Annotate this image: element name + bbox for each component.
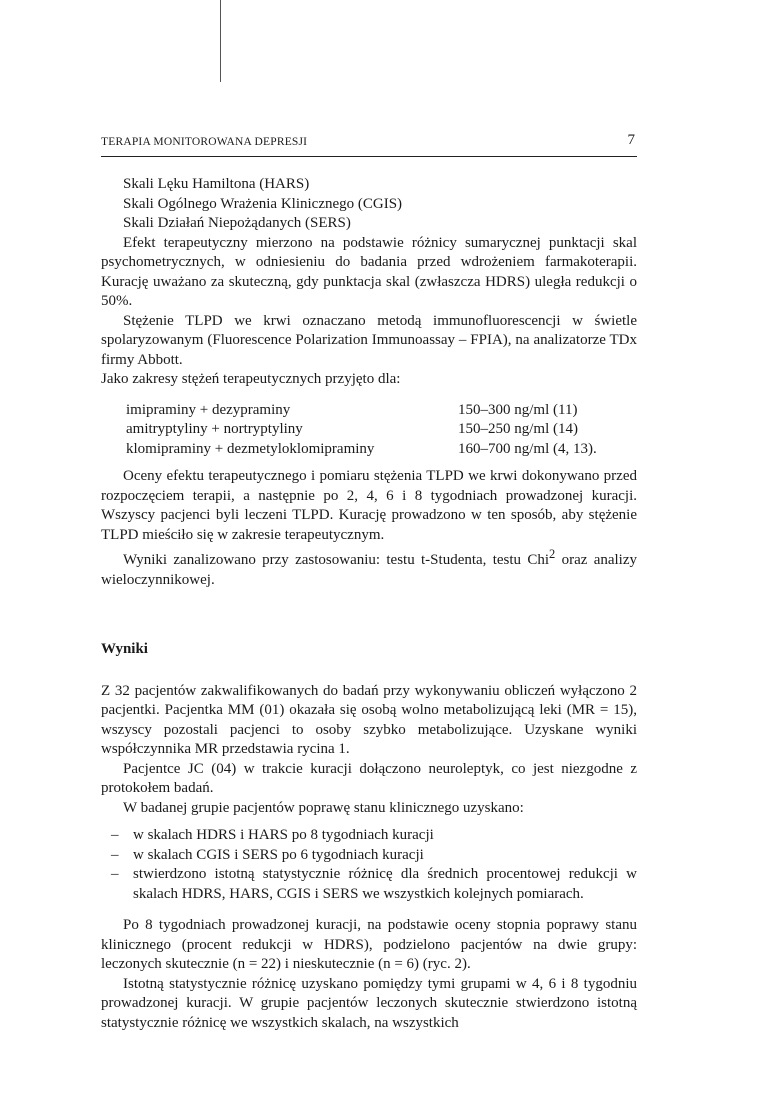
drug-name: klomipraminy + dezmetyloklomipraminy [126,440,375,457]
superscript: 2 [549,547,556,561]
page-body [101,175,637,1033]
running-header [101,134,637,157]
list-item: – w skalach CGIS i SERS po 6 tygodniach kuracji [111,846,424,863]
list-item-text: w skalach HDRS i HARS po 8 tygodniach kuracji [133,827,434,843]
paragraph: Efekt terapeutyczny mierzono na podstawie różnicy sumarycznej punktacji skal psychometrycznych, w odniesieniu do badania przed wdrożeniem farmakoterapii. Kurację uważano za skuteczną, gdy punktacja skal (zwłaszcza HDRS) uległa redukcji o 50%. [101,234,637,309]
table-row [126,440,597,460]
range-intro: Jako zakresy stężeń terapeutycznych przyjęto dla: [101,371,401,387]
stats-text-end: oraz analizy wieloczynnikowej. [101,552,638,588]
paragraph: Stężenie TLPD we krwi oznaczano metodą immunofluorescencji w świetle spolaryzowanym (Fluorescence Polarization Immunoassay – FPIA), na analizatorze TDx firmy Abbott. [101,312,637,368]
drug-name: amitryptyliny + nortryptyliny [126,421,303,437]
paragraph: Pacjentce JC (04) w trakcie kuracji dołączono neuroleptyk, co jest niezgodne z protokołem badań. [101,760,637,796]
paragraph: Oceny efektu terapeutycznego i pomiaru stężenia TLPD we krwi dokonywano przed rozpoczęciem terapii, a następnie po 2, 4, 6 i 8 tygodniach prowadzonej kuracji. Wszyscy pacjenci byli leczeni TLPD. Kurację prowadzono w ten sposób, aby stężenie TLPD mieściło się w zakresie terapeutycznym. [101,468,637,543]
drug-range: 160–700 ng/ml (4, 13). [458,440,597,457]
therapeutic-ranges-table [126,401,597,460]
list-item: – stwierdzono istotną statystycznie różnicę dla średnich procentowej redukcji w skalach HDRS, HARS, CGIS i SERS we wszystkich kolejnych pomiarach. [111,866,637,902]
paragraph: Istotną statystycznie różnicę uzyskano pomiędzy tymi grupami w 4, 6 i 8 tygodniu prowadzonej kuracji. W grupie pacjentów leczonych skutecznie stwierdzono istotną statystycznie różnicę we wszystkich skalach, na wszystkich [101,975,637,1031]
running-title: TERAPIA MONITOROWANA DEPRESJI [101,136,308,148]
stats-paragraph [101,545,637,590]
paragraph: Z 32 pacjentów zakwalifikowanych do badań przy wykonywaniu obliczeń wyłączono 2 pacjentki. Pacjentka MM (01) okazała się osobą wolno metabolizującą leki (MR = 15), wszyscy pozostali pacjenci to osoby szybko metabolizujące. Uzyskane wyniki współczynnika MR przedstawia rycina 1. [101,682,637,757]
list-item-text: stwierdzono istotną statystycznie różnicę dla średnich procentowej redukcji w skalach HDRS, HARS, CGIS i SERS we wszystkich kolejnych pomiarach. [133,866,637,902]
stats-text: Wyniki zanalizowano przy zastosowaniu: testu t-Studenta, testu Chi [123,552,550,568]
drug-range: 150–250 ng/ml (14) [458,421,578,437]
scale-item: Skali Ogólnego Wrażenia Klinicznego (CGIS) [123,195,403,212]
scale-item: Skali Lęku Hamiltona (HARS) [123,176,310,192]
list-item: – w skalach HDRS i HARS po 8 tygodniach kuracji [111,827,434,843]
paragraph: W badanej grupie pacjentów poprawę stanu klinicznego uzyskano: [123,799,524,816]
section-heading: Wyniki [101,641,148,657]
paragraph: Po 8 tygodniach prowadzonej kuracji, na podstawie oceny stopnia poprawy stanu klinicznego (procent redukcji w HDRS), podzielono pacjentów na dwie grupy: leczonych skutecznie (n = 22) i nieskutecznie (n = 6) (ryc. 2). [101,917,637,972]
results-list [101,826,637,904]
drug-name: imipraminy + dezypraminy [126,401,291,418]
table-row [126,420,597,440]
drug-range: 150–300 ng/ml (11) [458,401,578,418]
page-number: 7 [627,132,635,148]
list-item-text: w skalach CGIS i SERS po 6 tygodniach kuracji [133,846,424,863]
gutter-line [220,0,221,82]
scale-item: Skali Działań Niepożądanych (SERS) [123,215,351,231]
table-row [126,401,597,421]
